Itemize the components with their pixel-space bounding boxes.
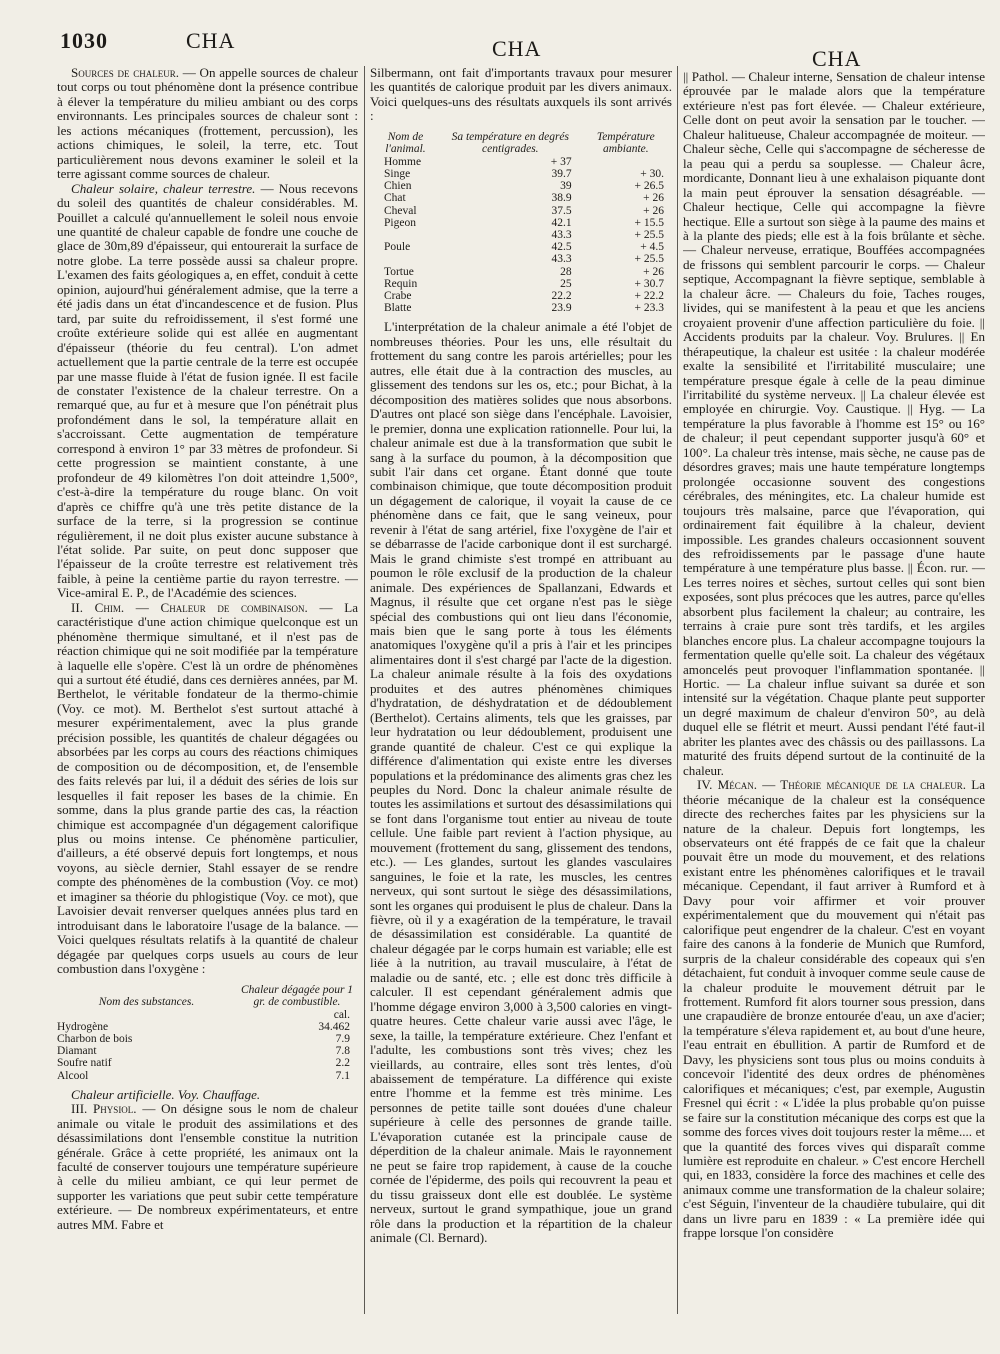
substance-name: Soufre natif	[57, 1057, 112, 1070]
table-row	[57, 1045, 358, 1057]
animal-name: Requin	[384, 277, 418, 290]
animal-temp: 43.3	[551, 253, 572, 266]
animal-temp: 23.9	[551, 302, 572, 315]
mecan-text: La théorie mécanique de la chaleur est la conséquence directe des recherches faites par les physiciens sur la nature de la chaleur. Depuis fort longtemps, les observateurs ont été frappés de ce fait que la chaleur pouvait être un mode du mouvement, et des relations existant entre les phénomènes calorifiques et le travail mécanique. Cependant, il faut arriver à Rumford et à Davy pour voir affirmer et voir prouver expérimentalement que du mouvement qui n'était pas calorifique peut engendrer de la chaleur. C'est en voyant faire des canons à la fonderie de Munich que Rumford, surpris de la chaleur considérable des copeaux qui s'en détachaient, fut conduit à invoquer comme seule cause de la chaleur produite le mouvement détruit par le frottement. Rumford fit alors tourner sous pression, dans une crapaudière de bronze entourée d'eau, un axe d'acier; la température s'éleva rapidement et, au bout d'une heure, l'eau entrait en ébullition. A partir de Rumford et de Davy, les physiciens sont tous plus ou moins conduits à concevoir l'identité des deux ordres de phénomènes calorifiques et mécaniques; c'est, par exemple, Augustin Fresnel qui écrit : « L'idée la plus probable qu'on puisse se faire sur la constitution mécanique des corps est que la somme des forces vives doit toujours rester la même.... et que la quantité des forces vives qui disparaît comme lumière est reproduite en chaleur. » C'est encore Herchell qui, en 1833, considère la force des machines et celle des animaux comme une transformation de la chaleur solaire; c'est Séguin, l'inventeur de la chaudière tubulaire, qui dit dans un livre paru en 1839 : « La première idée qui frappe lorsque l'on considère	[683, 777, 985, 1241]
solaire-paragraph	[57, 182, 358, 601]
table-row	[370, 290, 672, 302]
table-row	[370, 229, 672, 241]
animal-name: Crabe	[384, 290, 412, 303]
substance-name: Hydrogène	[57, 1020, 109, 1033]
animal-temp: 39.7	[551, 168, 572, 181]
ambient-temp: + 22.2	[634, 290, 664, 303]
animal-head-2: Sa température en degrés centigrades.	[451, 130, 569, 155]
animal-temp: 42.1	[551, 216, 572, 229]
column-1	[57, 66, 358, 1346]
sources-text: — On appelle sources de chaleur tout corps ou tout phénomène dont la présence contribue à élever la température du milieu ambiant ou des corps environnants. Les principales sources de chaleur sont : les actions mécaniques (frottement, percussion), les actions chimiques, le soleil, la terre, etc. Tout particulièrement nous devons examiner le soleil et la terre agissant comme sources de chaleur.	[57, 66, 358, 182]
table-row	[370, 278, 672, 290]
ambient-temp	[580, 156, 672, 168]
substance-heat: 7.8	[335, 1045, 350, 1058]
chim-text: — La caractéristique d'une action chimique quelconque est un phénomène thermique simultané, et il n'est pas de réaction chimique qui ne soit modifiée par la température à laquelle elle s'opère. C'est là un ordre de phénomènes qui a surtout été étudié, dans ces dernières années, par M. Berthelot, le véritable fondateur de la thermo-chimie (Voy. ce mot). M. Berthelot s'est surtout attaché à mesurer expérimentalement, avec la plus grande précision possible, les quantités de chaleur dégagées ou absorbées par les corps au cours des réactions chimiques de composition ou de décomposition, et, de l'ensemble des faits relevés par lui, il a déduit des séries de lois sur lesquelles il fait reposer les bases de la chimie. En somme, dans la plus grande partie des cas, la réaction chimique est accompagnée d'un dégagement calorifique plus ou moins intense. Ce phénomène particulier, d'ailleurs, a été observé depuis fort longtemps, et nous voyons, au siècle dernier, Stahl essayer de se rendre compte des phénomènes de la combustion (Voy. ce mot) et imaginer sa théorie du phlogistique (Voy. ce mot), que Lavoisier devait renverser quelques années plus tard en introduisant dans le laboratoire l'usage de la balance. — Voici quelques résultats relatifs à la quantité de chaleur dégagée par quelques corps usuels au cours de leur combustion dans l'oxygène :	[57, 599, 358, 977]
ambient-temp: + 30.7	[634, 277, 664, 290]
pathol-paragraph: || Pathol. — Chaleur interne, Sensation de chaleur intense éprouvée par le malade alors que la température extérieure n'est pas fort élevée. — Chaleur extérieure, Celle dont on peut avoir la sensation par le toucher. — Chaleur halitueuse, Chaleur accompagnée de moiteur. — Chaleur sèche, Celle qui s'accompagne de sécheresse de la peau qui a perdu sa souplesse. — Chaleur âcre, mordicante, Donnant lieu à une exhalaison piquante dont la main peut éprouver la sensation désagréable. — Chaleur hectique, Celle qui accompagne la fièvre hectique. Elle a surtout son siège à la paume des mains et à la plante des pieds; elle est à la fois brûlante et sèche. — Chaleur nerveuse, erratique, Bouffées accompagnées de frissons qui semblent parcourir le corps. — Chaleur septique, Accompagnant la fièvre septique, semblable à la chaleur âcre. — Chaleurs du foie, Taches rouges, livides, qui se manifestent à la peau et que les anciens croyaient provenir d'une affection particulière du foie. || Accidents produits par la chaleur. Voy. Brulures. || En thérapeutique, la chaleur est usitée : la chaleur modérée exalte la sensibilité et l'irritabilité musculaire; une température presque égale à celle de la peau diminue l'irritabilité du système nerveux. || La chaleur élevée est employée en chirurgie. Voy. Caustique. || Hyg. — La température la plus favorable à l'homme est 15° ou 16° de chaleur; il peut cependant supporter jusqu'à 60° et 100°. La chaleur très intense, mais sèche, ne cause pas de désordres graves; mais une haute température longtemps prolongée occasionne souvent des congestions cérébrales, des méningites, etc. La chaleur humide est toujours très malsaine, parce que l'évaporation, qui ordinairement fait équilibre à la chaleur, devient impossible. Les grandes chaleurs occasionnent souvent des refroidissements par le passage d'une haute température à une température plus basse. || Écon. rur. — Les terres noires et sèches, surtout celles qui sont bien exposées, sont plus précoces que les autres, parce qu'elles absorbent plus facilement la chaleur; au contraire, les terrains à craie pure sont très tardifs, et les argiles blanches encore plus. La chaleur accompagne toujours la fermentation quelle qu'elle soit. La chaleur des végétaux amoncelés peut provoquer l'inflammation spontanée. || Hortic. — La chaleur influe suivant sa durée et son intensité sur la végétation. Chaque plante peut supporter un degré maximum de chaleur d'environ 50°, au delà duquel elle se flétrit et meurt. Aussi pendant l'été faut-il abriter les plantes avec des châssis ou des paillassons. La maturité des fruits dépend surtout de la continuité de la chaleur.	[683, 70, 985, 778]
physiol-title: III. Physiol.	[71, 1101, 137, 1117]
animal-temp: 39	[560, 180, 572, 193]
animal-temperature-table	[370, 130, 672, 315]
animal-name: Poule	[384, 241, 411, 254]
chim-paragraph	[57, 601, 358, 977]
animal-temp: 37.5	[551, 204, 572, 217]
substance-name: Diamant	[57, 1045, 97, 1058]
animal-temp: + 37	[550, 155, 572, 168]
animal-head-1: Nom de l'animal.	[385, 130, 426, 155]
animal-name: Singe	[384, 168, 411, 181]
table-row	[57, 1070, 358, 1082]
substance-heat: 7.1	[335, 1069, 350, 1082]
page-number: 1030	[60, 28, 108, 53]
artificielle-line: Chaleur artificielle. Voy. Chauffage.	[71, 1086, 261, 1102]
substance-name: Charbon de bois	[57, 1032, 133, 1045]
animal-name	[370, 229, 441, 241]
animal-name	[370, 253, 441, 265]
column-3	[683, 70, 985, 1346]
interpretation-paragraph: L'interprétation de la chaleur animale a été l'objet de nombreuses théories. Pour les uns, elle résultait du frottement du sang contre les parois artérielles; pour les autres, elle était due à la contraction des muscles, au glissement des tendons sur les os, etc.; pour Bichat, à la décomposition des matières solides que nous absorbons. D'autres ont placé son siège dans l'encéphale. Lavoisier, le premier, donna une explication rationnelle. Pour lui, la chaleur animale est due à la transformation que subit le sang à la surface du poumon, à la décomposition que subit l'air dans cet organe. Étant donné que toute combinaison chimique, que toute décomposition produit un dégagement de calorique, il voyait la cause de ce phénomène dans ce fait, que le sang veineux, pour revenir à l'état de sang artériel, fixe l'oxygène de l'air et se débarrasse de l'acide carbonique dont il est surchargé. Mais le grand chimiste s'est trompé en attribuant au poumon le rôle exclusif de la production de la chaleur animale. Des expériences de Spallanzani, Edwards et Magnus, il résulte que cet organe n'est pas le siège spécial des combustions qui ont lieu dans l'économie, mais bien que le sang porte à tous les éléments anatomiques l'oxygène qu'il a pris à l'air et les principes alimentaires dont il s'est chargé par l'acte de la digestion. La chaleur animale résulte à la fois des oxydations produites et des autres phénomènes chimiques d'hydratation, de déshydratation et de dédoublement (Berthelot). Certains aliments, tels que les graisses, par leur hydratation ou leur dédoublement, produisent une grande quantité de chaleur. C'est ce qui explique la différence d'alimentation qui existe entre les diverses populations et la prédominance des aliments gras chez les peuples du Nord. Donc la chaleur animale résulte de toutes les assimilations et surtout des désassimilations qui se font dans l'organisme tout entier au niveau de toute cellule. Une faible part revient à l'action physique, au mouvement (frottement du sang, glissement des tendons, etc.). — Les glandes, surtout les glandes vasculaires sanguines, le foie et la rate, les muscles, les centres nerveux, qui sont surtout le siège des désassimilations, sont les organes qui produisent le plus de chaleur. Dans la fièvre, où il y a exagération de la température, le travail de désassimilation est considérable. La quantité de chaleur dégagée par le corps humain est variable; elle est liée à la nutrition, au travail musculaire, à l'état de maladie ou de santé, etc. ; elle est donc très difficile à calculer. Il est cependant généralement admis que l'homme dégage environ 3,000 à 3,500 calories en vingt-quatre heures. Cette chaleur varie aussi avec l'âge, le sexe, la taille, la température extérieure. Chez l'enfant et l'adulte, les combustions sont très vives; chez les vieillards, au contraire, elles sont très lentes, d'où abaissement de température. La différence qui existe entre l'homme et la femme est très minime. Les personnes de petite taille sont douées d'une chaleur supérieure à celle des personnes de grande taille. L'évaporation cutanée est la principale cause de déperdition de la chaleur animale. Mais le rayonnement ne peut se faire trop rapidement, à cause de la couche cornée de l'épiderme, des poils qui recouvrent la peau et du tissu graisseux dont elle est doublée. Le système nerveux, surtout le grand sympathique, joue un grand rôle dans la production et la répartition de la chaleur animale (Cl. Bernard).	[370, 319, 672, 1245]
ambient-temp: + 25.5	[634, 229, 664, 242]
combustion-table	[57, 983, 358, 1082]
animal-name: Chat	[384, 192, 406, 205]
animal-name: Chien	[384, 180, 412, 193]
animal-name: Homme	[384, 155, 422, 168]
table-row	[57, 1057, 358, 1069]
substance-heat: 34.462	[318, 1020, 350, 1033]
table-row	[370, 205, 672, 217]
table-row	[370, 180, 672, 192]
animal-temp: 22.2	[551, 290, 572, 303]
running-head-right: CHA	[812, 46, 862, 71]
combustion-unit: cal.	[333, 1008, 350, 1021]
column-2	[370, 66, 672, 1346]
column-divider	[677, 66, 678, 1314]
sources-title: Sources de chaleur.	[71, 66, 180, 80]
physiol-text: — On désigne sous le nom de chaleur animale ou vitale le produit des assimilations et des désassimilations dont l'ensemble constitue la nutrition générale. Grâce à cette propriété, les animaux ont la faculté de conserver toujours une température supérieure à celle du milieu ambiant, ce qui leur permet de supporter les variations que peut subir cette température extérieure. — De nombreux expérimentateurs, et entre autres MM. Fabre et	[57, 1101, 358, 1232]
running-head-center: CHA	[492, 36, 542, 61]
table-row	[370, 302, 672, 314]
ambient-temp: + 4.5	[640, 241, 664, 254]
table-row	[370, 168, 672, 180]
column-divider	[364, 66, 365, 1314]
table-row	[57, 1021, 358, 1033]
ambient-temp: + 15.5	[634, 216, 664, 229]
silbermann-paragraph: Silbermann, ont fait d'importants travaux pour mesurer les quantités de calorique produit par les divers animaux. Voici quelques-uns des résultats auxquels ils sont arrivés :	[370, 66, 672, 124]
substance-name: Alcool	[57, 1069, 89, 1082]
table-row	[57, 1033, 358, 1045]
animal-name: Blatte	[384, 302, 412, 315]
animal-temp: 28	[560, 265, 572, 278]
ambient-temp: + 26	[643, 192, 664, 205]
animal-name: Cheval	[384, 204, 417, 217]
ambient-temp: + 26	[643, 265, 664, 278]
ambient-temp: + 30.	[640, 168, 664, 181]
ambient-temp: + 26.5	[634, 180, 664, 193]
ambient-temp: + 23.3	[634, 302, 664, 315]
ambient-temp: + 25.5	[634, 253, 664, 266]
combustion-head-1: Nom des substances.	[98, 995, 195, 1008]
animal-name: Pigeon	[384, 216, 416, 229]
solaire-text: — Nous recevons du soleil des quantités de chaleur considérables. M. Pouillet a calculé qu'annuellement le soleil nous envoie une quantité de chaleur capable de fondre une couche de glace de 30m,89 d'épaisseur, qui entourerait la surface de notre globe. La terre possède aussi sa chaleur propre. L'examen des faits géologiques a, en effet, conduit à cette opinion, aujourd'hui généralement admise, que la terre a été jadis dans un état d'incandescence et de fusion. Plus tard, par suite du refroidissement, il s'est formé une croûte extérieure solide qui est allée en augmentant d'épaisseur (théorie du feu central). L'on admet actuellement que la partie centrale de la terre est occupée par une masse fluide à l'état de fusion ignée. Il est facile de constater l'existence de la chaleur terrestre. On a remarqué que, au fur et à mesure que l'on pénétrait plus profondément dans le sol, la température allait en s'accroissant. Cette augmentation de température correspond à environ 1° par 33 mètres de profondeur. Si cette progression se maintient constante, à une profondeur de 49 kilomètres l'on doit atteindre 1,500°, c'est-à-dire la température du rouge blanc. On voit d'après ce chiffre qu'à une très petite distance de la surface de la terre, si la progression se continue régulièrement, il ne doit plus exister aucune substance à l'état solide. Par suite, on peut donc supposer que l'épaisseur de la croûte terrestre est relativement très faible, à peine la centième partie du rayon terrestre. — Vice-amiral E. P., de l'Académie des sciences.	[57, 180, 358, 601]
sources-paragraph	[57, 66, 358, 182]
chim-title: II. Chim. — Chaleur de combinaison.	[71, 599, 308, 615]
solaire-title: Chaleur solaire, chaleur terrestre.	[71, 180, 256, 196]
table-row	[370, 253, 672, 265]
mecan-title: IV. Mécan. — Théorie mécanique de la chaleur.	[697, 777, 966, 793]
table-row	[370, 266, 672, 278]
animal-temp: 25	[560, 277, 572, 290]
substance-heat: 2.2	[335, 1057, 350, 1070]
table-row	[370, 156, 672, 168]
physiol-paragraph	[57, 1102, 358, 1232]
table-row	[370, 192, 672, 204]
animal-temp: 43.3	[551, 229, 572, 242]
combustion-head-2: Chaleur dégagée pour 1 gr. de combustible.	[240, 983, 354, 1008]
table-row	[370, 217, 672, 229]
animal-name: Tortue	[384, 265, 414, 278]
animal-temp: 42.5	[551, 241, 572, 254]
running-head-left: CHA	[186, 28, 236, 53]
animal-head-3: Température ambiante.	[596, 130, 655, 155]
animal-temp: 38.9	[551, 192, 572, 205]
substance-heat: 7.9	[335, 1032, 350, 1045]
ambient-temp: + 26	[643, 204, 664, 217]
mecan-paragraph	[683, 778, 985, 1241]
table-row	[370, 241, 672, 253]
